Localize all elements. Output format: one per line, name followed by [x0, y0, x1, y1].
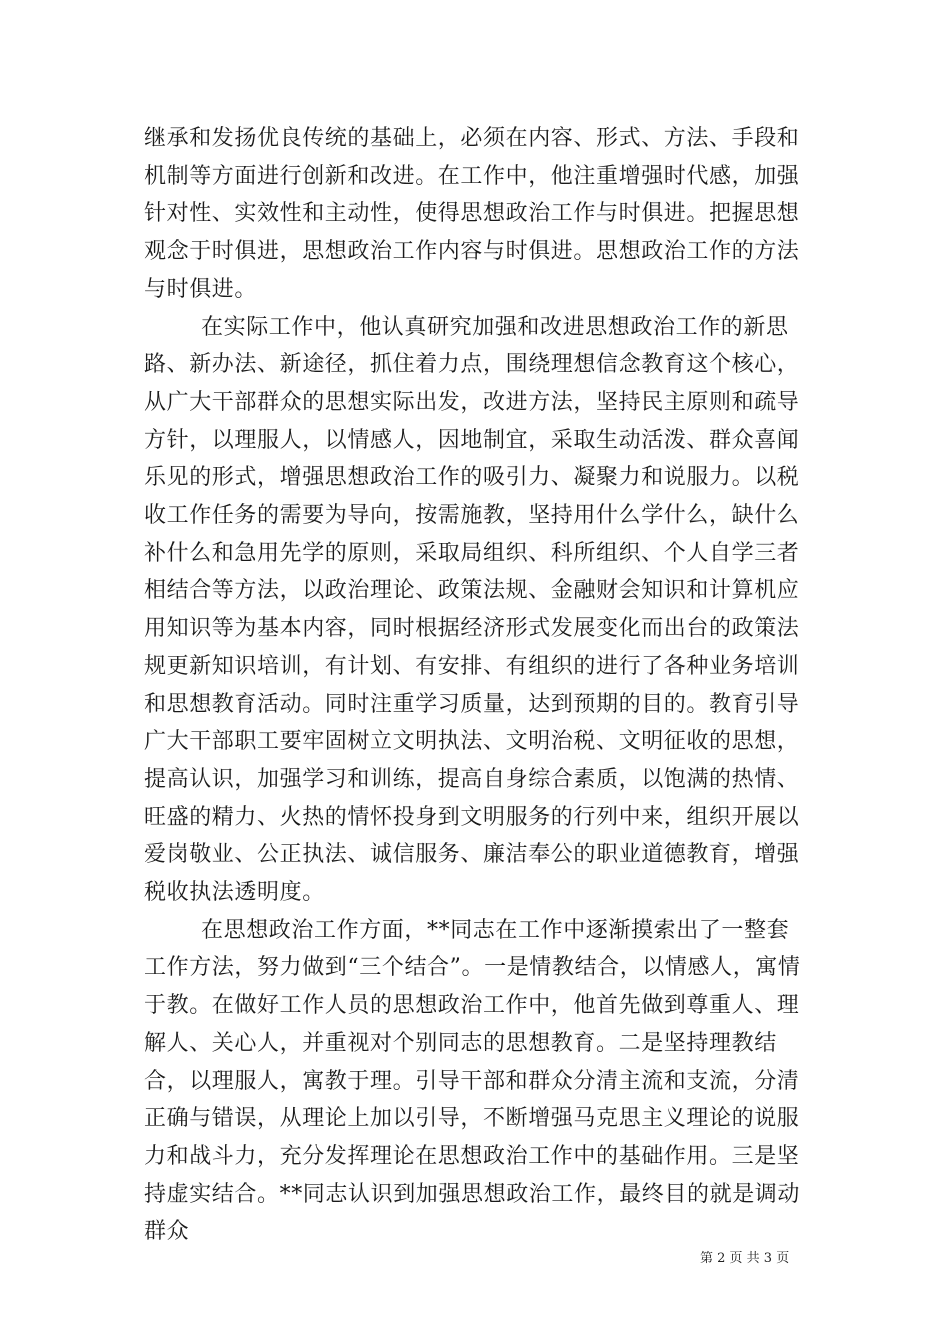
paragraph-practical-work: 在实际工作中，他认真研究加强和改进思想政治工作的新思路、新办法、新途径，抓住着力点，围绕理想信念教育这个核心，从广大干部群众的思想实际出发，改进方法，坚持民主原则和疏导方针，以理服人，以情感人，因地制宜，采取生动活泼、群众喜闻乐见的形式，增强思想政治工作的吸引力、凝聚力和说服力。以税收工作任务的需要为导向，按需施教，坚持用什么学什么，缺什么补什么和急用先学的原则，采取局组织、科所组织、个人自学三者相结合等方法，以政治理论、政策法规、金融财会知识和计算机应用知识等为基本内容，同时根据经济形式发展变化而出台的政策法规更新知识培训，有计划、有安排、有组织的进行了各种业务培训和思想教育活动。同时注重学习质量，达到预期的目的。教育引导广大干部职工要牢固树立文明执法、文明治税、文明征收的思想，提高认识，加强学习和训练，提高自身综合素质，以饱满的热情、旺盛的精力、火热的情怀投身到文明服务的行列中来，组织开展以爱岗敬业、公正执法、诚信服务、廉洁奉公的职业道德教育，增强税收执法透明度。 — [144, 314, 800, 906]
page-number-footer: 第 2 页 共 3 页 — [700, 1251, 790, 1266]
document-body — [144, 120, 808, 1251]
paragraph-political-work: 在思想政治工作方面，**同志在工作中逐渐摸索出了一整套工作方法，努力做到“三个结合”。一是情教结合，以情感人，寓情于教。在做好工作人员的思想政治工作中，他首先做到尊重人、理解人、关心人，并重视对个别同志的思想教育。二是坚持理教结合，以理服人，寓教于理。引导干部和群众分清主流和支流，分清正确与错误，从理论上加以引导，不断增强马克思主义理论的说服力和战斗力，充分发挥理论在思想政治工作中的基础作用。三是坚持虚实结合。**同志认识到加强思想政治工作，最终目的就是调动群众 — [144, 917, 801, 1245]
paragraph-continuation: 继承和发扬优良传统的基础上，必须在内容、形式、方法、手段和机制等方面进行创新和改进。在工作中，他注重增强时代感，加强针对性、实效性和主动性，使得思想政治工作与时俱进。把握思想观念于时俱进，思想政治工作内容与时俱进。思想政治工作的方法与时俱进。 — [144, 126, 800, 302]
